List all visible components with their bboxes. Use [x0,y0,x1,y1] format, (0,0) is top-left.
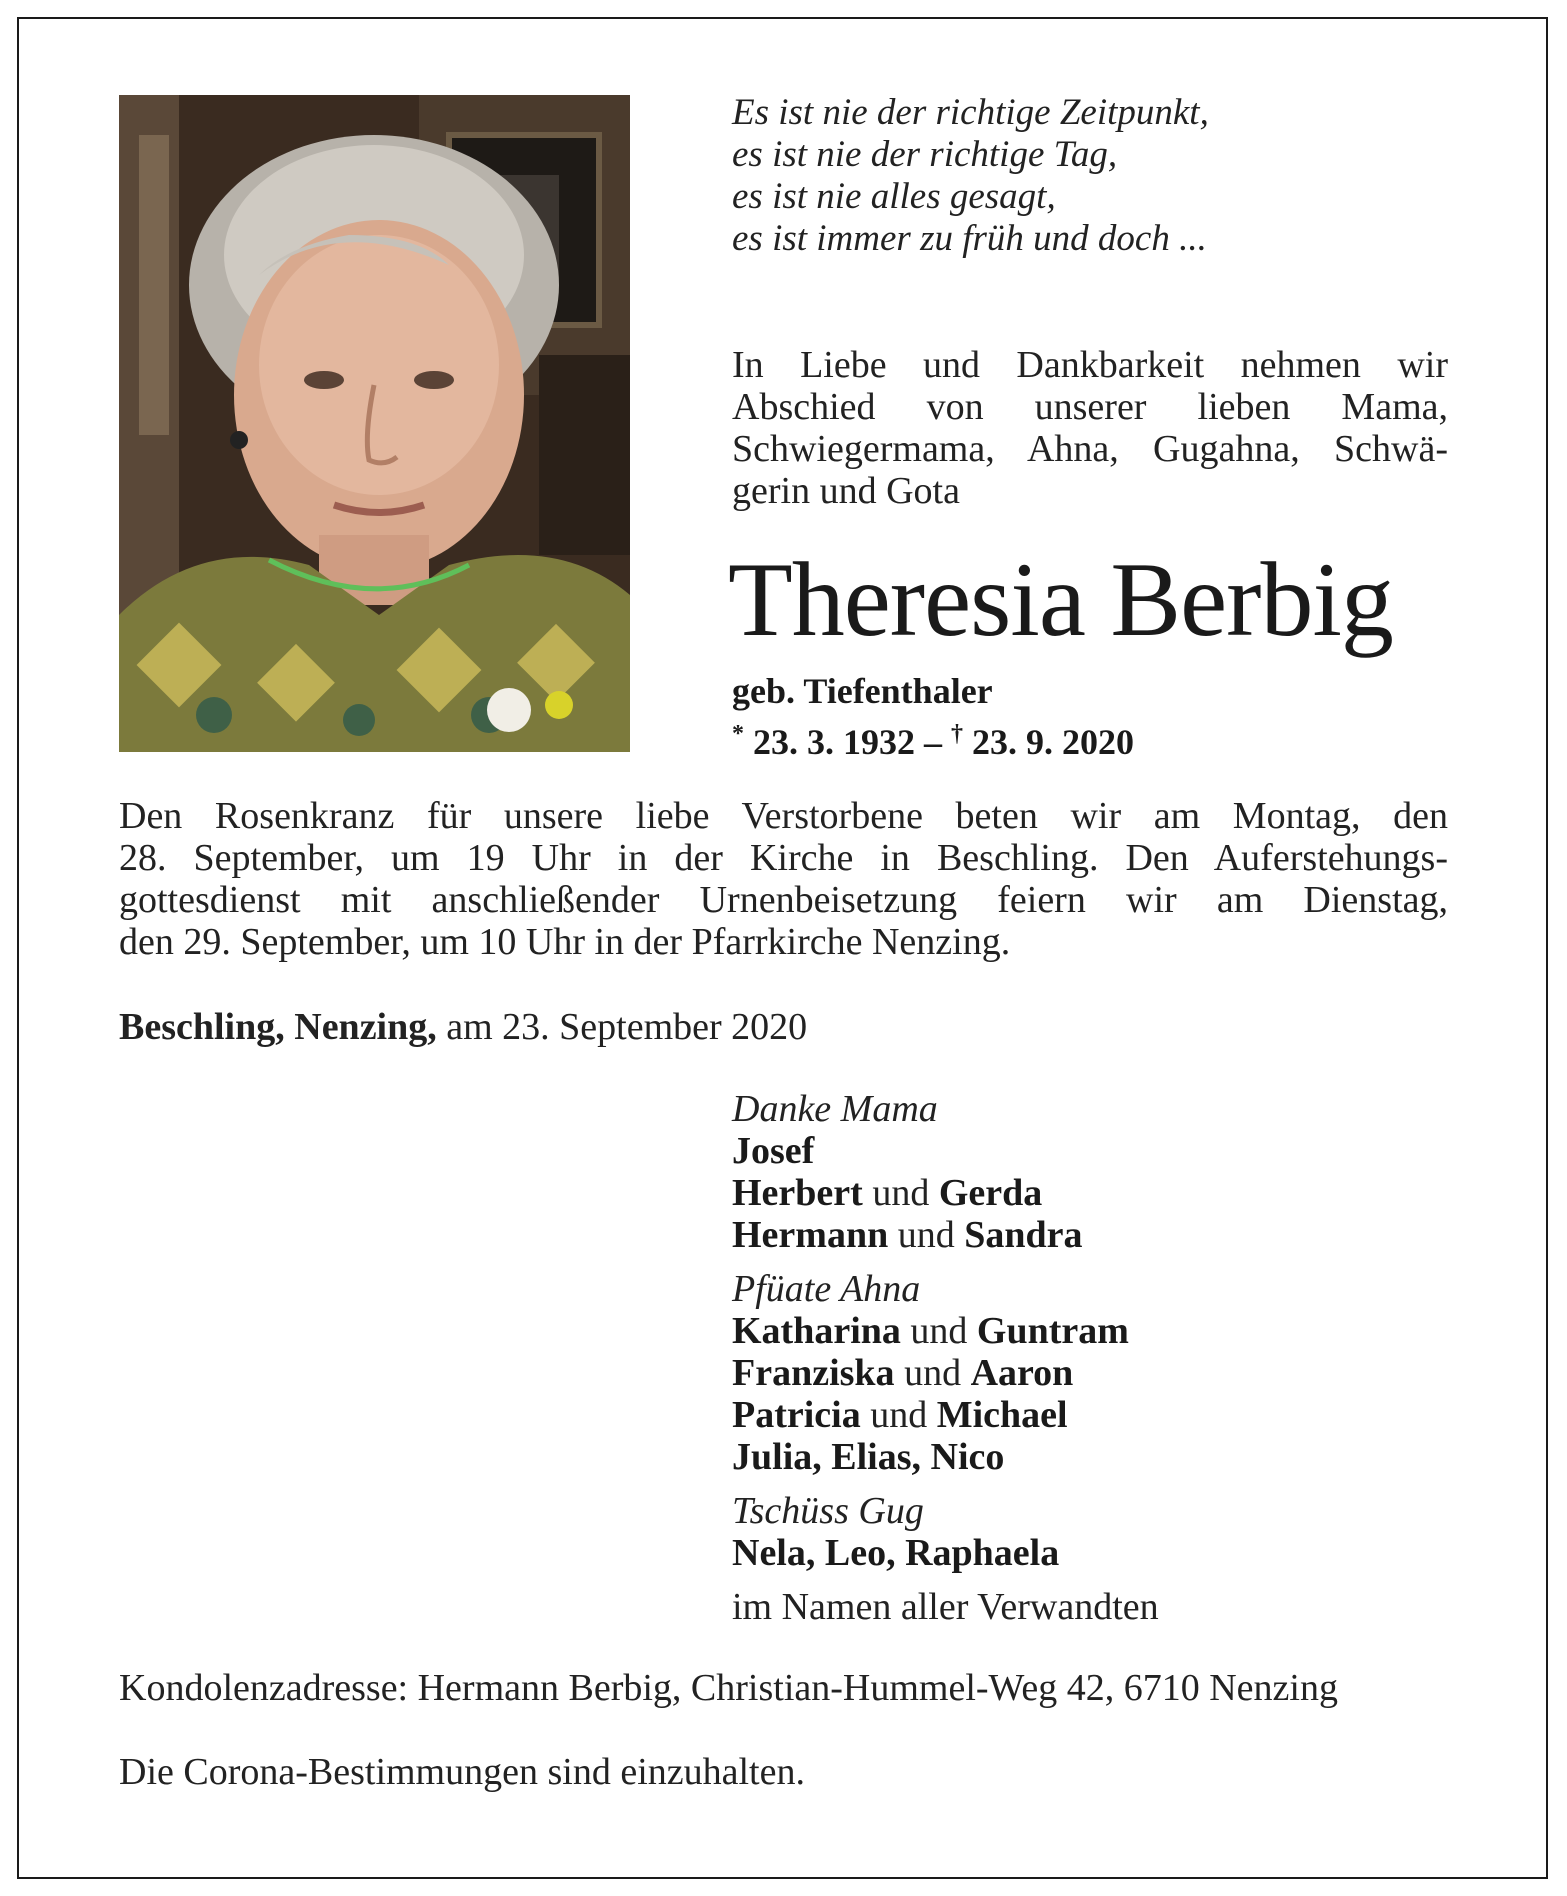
poem [732,92,1452,260]
poem-line: es ist immer zu früh und doch ... [732,218,1207,259]
intro-line: Schwiegermama, Ahna, Gugahna, Schwä- [732,428,1448,470]
mourner-josef: Josef [732,1130,815,1172]
conjunction: und [900,1310,977,1352]
intro-line: Abschied von unserer lieben Mama, [732,386,1448,428]
mourner-patricia: Patricia [732,1394,861,1436]
greeting-ahna: Pfüate Ahna [732,1268,921,1310]
poem-line: es ist nie der richtige Tag, [732,134,1118,175]
greeting-gug: Tschüss Gug [732,1490,924,1532]
on-behalf-of-relatives: im Namen aller Verwandten [732,1586,1159,1628]
service-details [119,795,1448,963]
mourner-gerda: Gerda [938,1172,1043,1214]
death-date: 23. 9. 2020 [972,722,1134,762]
places: Beschling, Nenzing, [119,1006,437,1048]
intro-line: In Liebe und Dankbarkeit nehmen wir [732,344,1448,386]
intro-text [732,344,1448,512]
birth-symbol: * [732,721,744,747]
portrait-photo [119,95,630,752]
poem-line: Es ist nie der richtige Zeitpunkt, [732,92,1209,133]
mourners-list [732,1088,1432,1628]
service-line: Den Rosenkranz für unsere liebe Verstorbene beten wir am Montag, den [119,795,1448,837]
mourner-hermann: Hermann [732,1214,889,1256]
date-separator: – [924,722,942,762]
mourner-nela-leo-raphaela: Nela, Leo, Raphaela [732,1532,1060,1574]
service-line: gottesdienst mit anschließender Urnenbeisetzung feiern wir am Dienstag, [119,879,1448,921]
life-dates [732,713,1134,763]
mourner-michael: Michael [936,1394,1068,1436]
announcement-date: am 23. September 2020 [436,1006,808,1048]
corona-notice: Die Corona-Bestimmungen sind einzuhalten. [119,1751,805,1793]
service-line: 28. September, um 19 Uhr in der Kirche in Beschling. Den Auferstehungs- [119,837,1448,879]
poem-line: es ist nie alles gesagt, [732,176,1056,217]
maiden-name: geb. Tiefenthaler [732,671,993,711]
intro-line: gerin und Gota [732,470,960,512]
condolence-address: Kondolenzadresse: Hermann Berbig, Christian-Hummel-Weg 42, 6710 Nenzing [119,1667,1338,1709]
birth-date: 23. 3. 1932 [753,722,915,762]
place-and-date [119,1006,807,1048]
conjunction: und [860,1394,937,1436]
mourner-aaron: Aaron [970,1352,1074,1394]
death-symbol: † [951,721,963,747]
mourner-katharina: Katharina [732,1310,901,1352]
mourner-guntram: Guntram [976,1310,1129,1352]
conjunction: und [888,1214,965,1256]
mourner-herbert: Herbert [732,1172,863,1214]
deceased-name: Theresia Berbig [728,541,1393,658]
service-line: den 29. September, um 10 Uhr in der Pfarrkirche Nenzing. [119,921,1011,963]
mourner-julia-elias-nico: Julia, Elias, Nico [732,1436,1005,1478]
conjunction: und [894,1352,971,1394]
mourner-franziska: Franziska [732,1352,895,1394]
mourner-sandra: Sandra [964,1214,1083,1256]
greeting-mama: Danke Mama [732,1088,938,1130]
conjunction: und [862,1172,939,1214]
